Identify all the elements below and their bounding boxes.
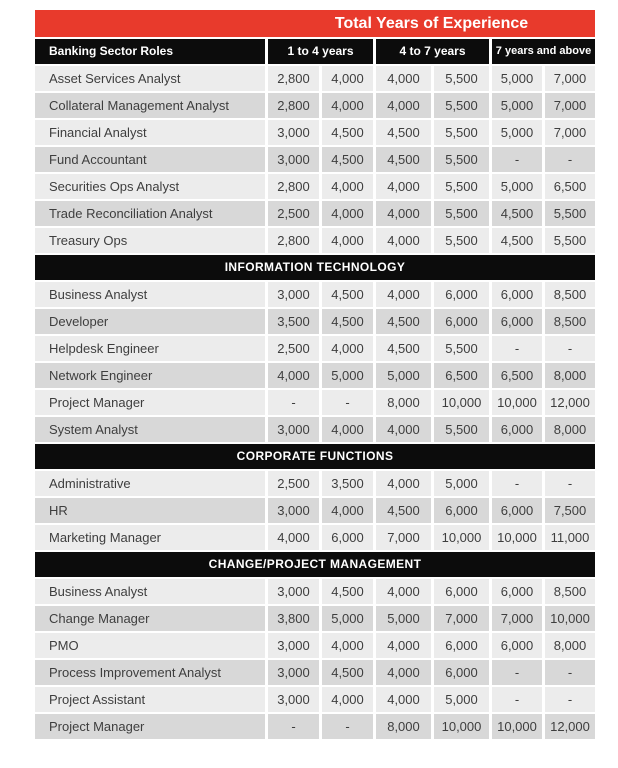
value-cell: 6,000 [492,633,542,658]
table-title-bar [35,10,595,37]
value-cell: 3,800 [268,606,319,631]
table-row [35,660,595,685]
value-cell: 4,000 [376,417,431,442]
value-cell: - [268,390,319,415]
value-cell: 5,500 [434,93,489,118]
section-header: CORPORATE FUNCTIONS [35,444,595,469]
table-row [35,147,595,172]
value-cell: 5,000 [376,363,431,388]
value-cell: 4,000 [268,525,319,550]
value-cell: 4,000 [322,174,373,199]
role-cell: Project Manager [35,390,265,415]
value-cell: 10,000 [545,606,595,631]
column-header-row [35,39,595,64]
column-header-band-1: 1 to 4 years [268,39,373,64]
value-cell: 10,000 [492,714,542,739]
value-cell: 6,500 [492,363,542,388]
role-cell: Treasury Ops [35,228,265,253]
value-cell: 5,000 [376,606,431,631]
table-row [35,66,595,91]
value-cell: 2,800 [268,66,319,91]
value-cell: 4,000 [322,687,373,712]
value-cell: 10,000 [434,525,489,550]
value-cell: 8,500 [545,282,595,307]
value-cell: 3,000 [268,417,319,442]
value-cell: 7,000 [545,66,595,91]
value-cell: - [545,687,595,712]
value-cell: 5,500 [434,174,489,199]
value-cell: 5,500 [434,336,489,361]
value-cell: 7,000 [545,93,595,118]
value-cell: 4,000 [376,471,431,496]
value-cell: 4,000 [376,687,431,712]
value-cell: 3,000 [268,660,319,685]
value-cell: 8,000 [545,363,595,388]
value-cell: 4,500 [322,282,373,307]
value-cell: 4,000 [322,93,373,118]
value-cell: 4,000 [268,363,319,388]
role-cell: Process Improvement Analyst [35,660,265,685]
value-cell: 4,000 [376,174,431,199]
value-cell: 4,000 [376,660,431,685]
value-cell: 4,000 [322,201,373,226]
value-cell: 5,500 [434,201,489,226]
value-cell: - [322,714,373,739]
value-cell: 3,500 [268,309,319,334]
value-cell: 5,000 [492,66,542,91]
role-cell: HR [35,498,265,523]
role-cell: Marketing Manager [35,525,265,550]
column-header-band-2: 4 to 7 years [376,39,489,64]
value-cell: 4,500 [376,120,431,145]
role-cell: Project Assistant [35,687,265,712]
value-cell: 4,000 [376,66,431,91]
value-cell: 3,000 [268,282,319,307]
value-cell: 7,000 [545,120,595,145]
value-cell: 6,000 [492,417,542,442]
table-row [35,93,595,118]
column-header-roles: Banking Sector Roles [35,39,265,64]
value-cell: - [492,147,542,172]
value-cell: 2,500 [268,471,319,496]
value-cell: 6,000 [492,282,542,307]
role-cell: Helpdesk Engineer [35,336,265,361]
section-header: CHANGE/PROJECT MANAGEMENT [35,552,595,577]
value-cell: 2,800 [268,174,319,199]
value-cell: 5,500 [434,417,489,442]
table-row [35,606,595,631]
table-row [35,417,595,442]
value-cell: 4,000 [376,579,431,604]
table-row [35,282,595,307]
role-cell: Securities Ops Analyst [35,174,265,199]
value-cell: 11,000 [545,525,595,550]
value-cell: 5,000 [492,93,542,118]
value-cell: 5,500 [545,228,595,253]
value-cell: 3,000 [268,498,319,523]
value-cell: 6,000 [434,498,489,523]
value-cell: 2,500 [268,201,319,226]
table-row [35,498,595,523]
value-cell: 4,500 [492,201,542,226]
value-cell: 5,000 [322,363,373,388]
table-row [35,687,595,712]
value-cell: 6,000 [434,282,489,307]
value-cell: 6,000 [434,633,489,658]
value-cell: 4,500 [322,579,373,604]
value-cell: 4,000 [322,417,373,442]
value-cell: 5,000 [492,174,542,199]
table-row [35,201,595,226]
value-cell: 5,500 [434,147,489,172]
value-cell: 4,000 [376,633,431,658]
value-cell: 8,500 [545,579,595,604]
value-cell: - [545,471,595,496]
value-cell: 3,000 [268,120,319,145]
value-cell: 5,500 [434,66,489,91]
role-cell: Business Analyst [35,579,265,604]
table-row [35,336,595,361]
role-cell: Administrative [35,471,265,496]
value-cell: 5,000 [322,606,373,631]
value-cell: - [492,336,542,361]
value-cell: 5,500 [434,120,489,145]
role-cell: Fund Accountant [35,147,265,172]
value-cell: 6,000 [434,579,489,604]
value-cell: 4,000 [376,201,431,226]
value-cell: 8,000 [376,714,431,739]
value-cell: - [545,147,595,172]
table-row [35,633,595,658]
value-cell: - [492,471,542,496]
table-row [35,174,595,199]
table-row [35,471,595,496]
value-cell: 10,000 [492,525,542,550]
value-cell: - [268,714,319,739]
table-row [35,390,595,415]
role-cell: Change Manager [35,606,265,631]
table-row [35,363,595,388]
table-row [35,309,595,334]
role-cell: Asset Services Analyst [35,66,265,91]
value-cell: 6,000 [492,309,542,334]
value-cell: 2,800 [268,93,319,118]
value-cell: 2,500 [268,336,319,361]
value-cell: 3,000 [268,147,319,172]
value-cell: 3,000 [268,687,319,712]
value-cell: 4,500 [322,147,373,172]
value-cell: 4,000 [322,498,373,523]
role-cell: Network Engineer [35,363,265,388]
column-header-band-3: 7 years and above [492,39,595,64]
value-cell: 5,000 [434,687,489,712]
value-cell: 6,000 [434,309,489,334]
value-cell: 4,500 [322,309,373,334]
value-cell: 8,000 [545,633,595,658]
value-cell: 4,500 [322,120,373,145]
value-cell: 5,500 [434,228,489,253]
salary-table [35,10,595,739]
value-cell: 4,500 [376,336,431,361]
role-cell: PMO [35,633,265,658]
table-row [35,228,595,253]
value-cell: 7,000 [434,606,489,631]
value-cell: 6,500 [545,174,595,199]
value-cell: - [492,687,542,712]
value-cell: 4,000 [322,336,373,361]
table-row [35,714,595,739]
section-header: INFORMATION TECHNOLOGY [35,255,595,280]
value-cell: 7,000 [376,525,431,550]
value-cell: 6,500 [434,363,489,388]
role-cell: Trade Reconciliation Analyst [35,201,265,226]
value-cell: - [322,390,373,415]
value-cell: 12,000 [545,714,595,739]
value-cell: 6,000 [434,660,489,685]
table-body [35,66,595,739]
value-cell: 5,000 [434,471,489,496]
value-cell: 3,000 [268,579,319,604]
value-cell: 3,000 [268,633,319,658]
value-cell: 6,000 [492,498,542,523]
role-cell: Project Manager [35,714,265,739]
value-cell: - [545,660,595,685]
value-cell: 8,500 [545,309,595,334]
value-cell: 4,000 [376,282,431,307]
role-cell: System Analyst [35,417,265,442]
value-cell: 8,000 [545,417,595,442]
value-cell: - [545,336,595,361]
value-cell: 6,000 [492,579,542,604]
value-cell: 10,000 [492,390,542,415]
value-cell: 4,000 [322,228,373,253]
value-cell: 7,000 [492,606,542,631]
value-cell: 5,500 [545,201,595,226]
role-cell: Financial Analyst [35,120,265,145]
value-cell: 4,500 [376,147,431,172]
table-title: Total Years of Experience [334,15,529,32]
value-cell: 4,500 [492,228,542,253]
value-cell: 5,000 [492,120,542,145]
value-cell: 7,500 [545,498,595,523]
value-cell: 4,500 [322,660,373,685]
table-row [35,525,595,550]
value-cell: 4,000 [376,93,431,118]
table-row [35,120,595,145]
role-cell: Developer [35,309,265,334]
value-cell: 8,000 [376,390,431,415]
value-cell: 4,500 [376,498,431,523]
value-cell: 6,000 [322,525,373,550]
value-cell: 4,000 [322,633,373,658]
role-cell: Business Analyst [35,282,265,307]
value-cell: 4,000 [322,66,373,91]
value-cell: 10,000 [434,390,489,415]
value-cell: 12,000 [545,390,595,415]
role-cell: Collateral Management Analyst [35,93,265,118]
value-cell: - [492,660,542,685]
table-row [35,579,595,604]
value-cell: 3,500 [322,471,373,496]
value-cell: 4,000 [376,228,431,253]
value-cell: 2,800 [268,228,319,253]
value-cell: 4,500 [376,309,431,334]
value-cell: 10,000 [434,714,489,739]
